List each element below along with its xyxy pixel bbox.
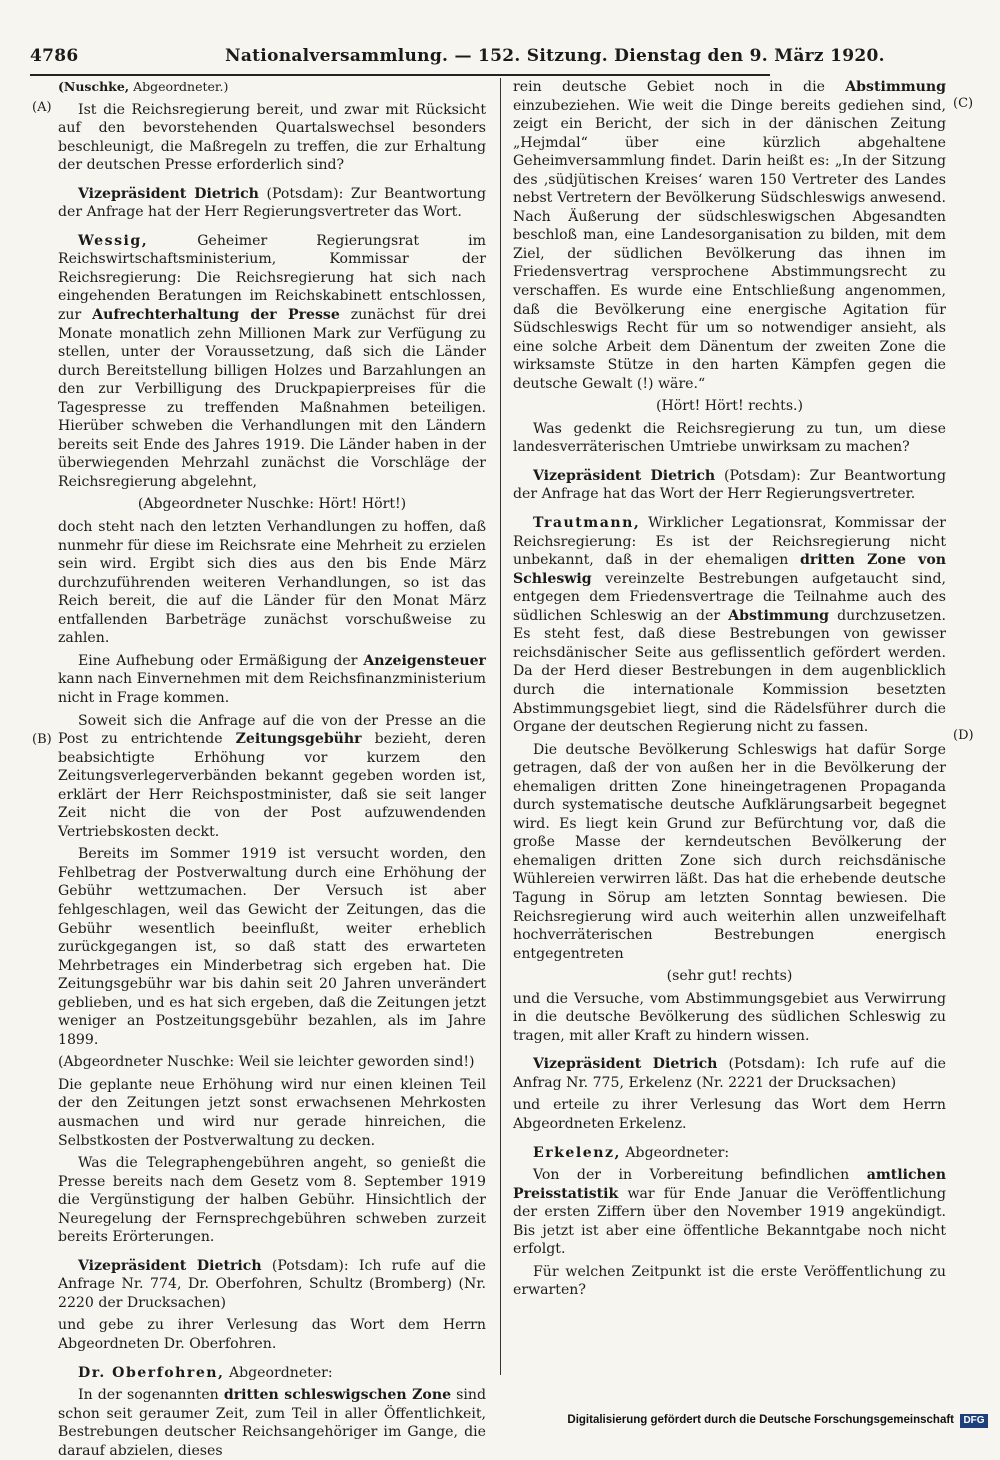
body-paragraph: Soweit sich die Anfrage auf die von der Presse an die Post zu entrichtende Zeitungsgebühr bezieht, deren beabsichtigte Erhöhung vor kurzem den Zeitungsverlegerverbänden bekannt gegeben worden ist, erklärt der Herr Reichspostminister, daß sie seit langer Zeit nicht die von der Post aufzuwendenden Vertriebskosten deckt. <box>58 712 486 840</box>
page-title: Nationalversammlung. — 152. Sitzung. Dienstag den 9. März 1920. <box>225 46 885 66</box>
speaker-name: Erkelenz, <box>533 1144 621 1161</box>
footer-credit: Digitalisierung gefördert durch die Deutsche Forschungsgemeinschaft <box>567 1414 954 1426</box>
column-divider <box>500 78 501 1375</box>
speaker-name: Vizepräsident Dietrich <box>533 467 716 484</box>
body-paragraph: Was die Telegraphengebühren angeht, so genießt die Presse bereits nach dem Gesetz vom 8. September 1919 die Vergünstigung der halben Gebühr. Hinsichtlich der Neuregelung der Fernsprechgebühren schweben zurzeit bereits Erörterungen. <box>58 1155 486 1246</box>
speaker-name: Vizepräsident Dietrich <box>78 1257 262 1274</box>
speaker-name: Vizepräsident Dietrich <box>78 185 259 202</box>
question-paragraph: In der sogenannten dritten schleswigschen Zone sind schon seit geraumer Zeit, zum Teil in aller Öffentlichkeit, Bestrebungen deutscher Reichsangehöriger im Gange, die darauf abzielen, dieses <box>58 1387 487 1459</box>
margin-label-a: (A) <box>32 100 52 115</box>
margin-label-d: (D) <box>953 728 974 743</box>
president-paragraph: Vizepräsident Dietrich (Potsdam): Ich rufe auf die Anfrage Nr. 774, Dr. Oberfohren, Schultz (Bromberg) (Nr. 2220 der Drucksachen) <box>58 1257 486 1311</box>
interjection: (Abgeordneter Nuschke: Weil sie leichter geworden sind!) <box>58 1054 475 1071</box>
margin-label-b: (B) <box>32 732 52 747</box>
dfg-logo: DFG <box>960 1414 988 1428</box>
interjection: (sehr gut! rechts) <box>666 968 793 985</box>
body-paragraph: und die Versuche, vom Abstimmungsgebiet aus Verwirrung in die deutsche Bevölkerung des südlichen Schleswig zu tragen, mit aller Kraft zu hindern wissen. <box>513 990 946 1044</box>
body-paragraph: und erteile zu ihrer Verlesung das Wort dem Herrn Abgeordneten Erkelenz. <box>513 1097 946 1132</box>
president-paragraph: Vizepräsident Dietrich (Potsdam): Zur Beantwortung der Anfrage hat das Wort der Herr Regierungsvertreter. <box>513 467 947 503</box>
speaker-role: Abgeordneter.) <box>133 79 229 94</box>
question-paragraph: Von der in Vorbereitung befindlichen amtlichen Preisstatistik war für Ende Januar die Veröffentlichung der ersten Ziffern über den November 1919 angekündigt. Bis jetzt ist aber eine öffentliche Bekanntgabe noch nicht erfolgt. <box>513 1167 946 1258</box>
speaker-intro: Erkelenz, Abgeordneter: <box>533 1144 730 1161</box>
margin-label-c: (C) <box>953 96 974 111</box>
speaker-name: Vizepräsident Dietrich <box>533 1056 718 1073</box>
speaker-name: Wessig, <box>78 232 149 249</box>
left-column <box>58 78 487 1459</box>
body-paragraph: Eine Aufhebung oder Ermäßigung der Anzeigensteuer kann nach Einvernehmen mit dem Reichsfinanzministerium nicht in Frage kommen. <box>58 652 486 706</box>
right-column <box>513 78 946 1378</box>
president-paragraph: Vizepräsident Dietrich (Potsdam): Ich rufe auf die Anfrag Nr. 775, Erkelenz (Nr. 2221 der Drucksachen) <box>513 1056 947 1091</box>
footer <box>567 1414 988 1430</box>
answer-paragraph: Wessig, Geheimer Regierungsrat im Reichswirtschaftsministerium, Kommissar der Reichsregierung: Die Reichsregierung hat sich nach eingehenden Beratungen im Reichskabinett entschlossen, zur Aufrechterhaltung der Presse zunächst für drei Monate monatlich zehn Millionen Mark zur Verfügung zu stellen, unter der Voraussetzung, daß sich die Länder durch Bereitstellung billigen Holzes und Barzahlungen an den zur Verbilligung des Druckpapierpreises für die Tagespresse zu treffenden Maßnahmen beteiligen. Hierüber schweben die Verhandlungen mit den Ländern bereits seit Ende des Jahres 1919. Die Länder haben in der überwiegenden Mehrzahl zunächst die Vorschläge der Reichsregierung abgelehnt, <box>58 232 487 490</box>
president-paragraph: Vizepräsident Dietrich (Potsdam): Zur Beantwortung der Anfrage hat der Herr Regierungsvertreter das Wort. <box>58 185 487 221</box>
body-paragraph: Die deutsche Bevölkerung Schleswigs hat dafür Sorge getragen, daß der von außen her in die Bevölkerung der ehemaligen dritten Zone hineingetragenen Propaganda durch systematische deutsche Aufklärungsarbeit begegnet wird. Es liegt kein Grund zur Befürchtung vor, daß die große Masse der kerndeutschen Bevölkerung der ehemaligen dritten Zone sich durch reichsdänische Wühlereien verwirren läßt. Das hat die erhebende deutsche Tagung in Sörup am letzten Sonntag bewiesen. Die Reichsregierung wird auch weiterhin allen unzweifelhaft hochverräterischen Bestrebungen energisch entgegentreten <box>513 741 946 962</box>
speaker-name: Trautmann, <box>533 515 641 532</box>
question-paragraph: Ist die Reichsregierung bereit, und zwar mit Rücksicht auf den bevorstehenden Quartalswechsel besonders beschleunigt, die Maßregeln zu treffen, die zur Erhaltung der deutschen Presse erforderlich sind? <box>58 101 486 174</box>
body-paragraph: Bereits im Sommer 1919 ist versucht worden, den Fehlbetrag der Postverwaltung durch eine Erhöhung der Gebühr wettzumachen. Der Versuch ist aber fehlgeschlagen, weil das Gewicht der Zeitungen, das die Gebühr wesentlich beeinflußt, weiter erheblich zurückgegangen ist, so daß statt des erwarteten Mehrbetrages ein Minderbetrag sich ergeben hat. Die Zeitungsgebühr war bis dahin seit 20 Jahren unverändert geblieben, und es hat sich ergeben, daß die Zeitungen jetzt weniger an Postzeitungsgebühr bezahlen, als im Jahre 1899. <box>58 846 486 1048</box>
interjection: (Hört! Hört! rechts.) <box>655 398 804 415</box>
body-paragraph: doch steht nach den letzten Verhandlungen zu hoffen, daß nunmehr für diese im Reichsrate eine Mehrheit zu erzielen sein wird. Ergibt sich dies aus den bis Ende März durchzuführenden weiteren Verhandlungen, so ist das Reich bereit, die auf die Länder für den Monat März entfallenden Barbeträge zunächst vorschußweise zu zahlen. <box>58 519 486 647</box>
page-number: 4786 <box>30 46 79 66</box>
speaker-intro: Dr. Oberfohren, Abgeordneter: <box>78 1364 333 1381</box>
question-paragraph: Was gedenkt die Reichsregierung zu tun, um diese landesverräterischen Umtriebe unwirksam zu machen? <box>513 420 946 456</box>
body-paragraph: und gebe zu ihrer Verlesung das Wort dem Herrn Abgeordneten Dr. Oberfohren. <box>58 1317 486 1352</box>
speaker-name: (Nuschke, <box>58 79 130 94</box>
answer-paragraph: Trautmann, Wirklicher Legationsrat, Kommissar der Reichsregierung: Es ist der Reichsregierung nicht unbekannt, daß in der ehemaligen dritten Zone von Schleswig vereinzelte Bestrebungen aufgetaucht sind, entgegen dem Friedensvertrage die Teilnahme auch des südlichen Schleswig an der Abstimmung durchzusetzen. Es steht fest, daß diese Bestrebungen von gewisser reichsdänischer Seite aus geflissentlich gefördert werden. Da der Herd dieser Bestrebungen in dem augenblicklich durch die internationale Kommission besetzten Abstimmungsgebiet liegt, sind die Rädelsführer durch die Organe der deutschen Regierung nicht zu fassen. <box>513 515 947 736</box>
page-header <box>30 44 885 76</box>
speaker-continuation <box>58 78 486 97</box>
interjection: (Abgeordneter Nuschke: Hört! Hört!) <box>137 496 407 513</box>
speaker-name: Dr. Oberfohren, <box>78 1364 225 1381</box>
body-paragraph: Die geplante neue Erhöhung wird nur einen kleinen Teil der den Zeitungen jetzt sonst erwachsenen Mehrkosten ausmachen und wird nur gerade hinreichen, die Selbstkosten der Postverwaltung zu decken. <box>58 1076 486 1149</box>
question-paragraph: Für welchen Zeitpunkt ist die erste Veröffentlichung zu erwarten? <box>513 1263 946 1299</box>
question-paragraph: rein deutsche Gebiet noch in die Abstimmung einzubeziehen. Wie weit die Dinge bereits gediehen sind, zeigt ein Bericht, der sich in der dänischen Zeitung „Hejmdal“ über eine kürzlich abgehaltene Geheimversammlung findet. Darin heißt es: „In der Sitzung des ‚südjütischen Kreises‘ waren 150 Vertreter des Landes nebst Vertretern der Bevölkerung Südschleswigs anwesend. Nach Äußerung der südschleswigschen Abgesandten beschloß man, eine Landesorganisation zu bilden, mit dem Ziel, der südlichen Bevölkerung das ihnen im Friedensvertrag versprochene Abstimmungsrecht zu verschaffen. Es wurde eine Entschließung angenommen, daß die Bevölkerung eine energische Agitation für Südschleswigs Recht für um so notwendiger ansieht, als eine solche Arbeit dem Dänentum der zweiten Zone die wirksamste Stütze in den harten Kämpfen gegen die deutsche Gewalt (!) wäre.“ <box>513 79 946 392</box>
